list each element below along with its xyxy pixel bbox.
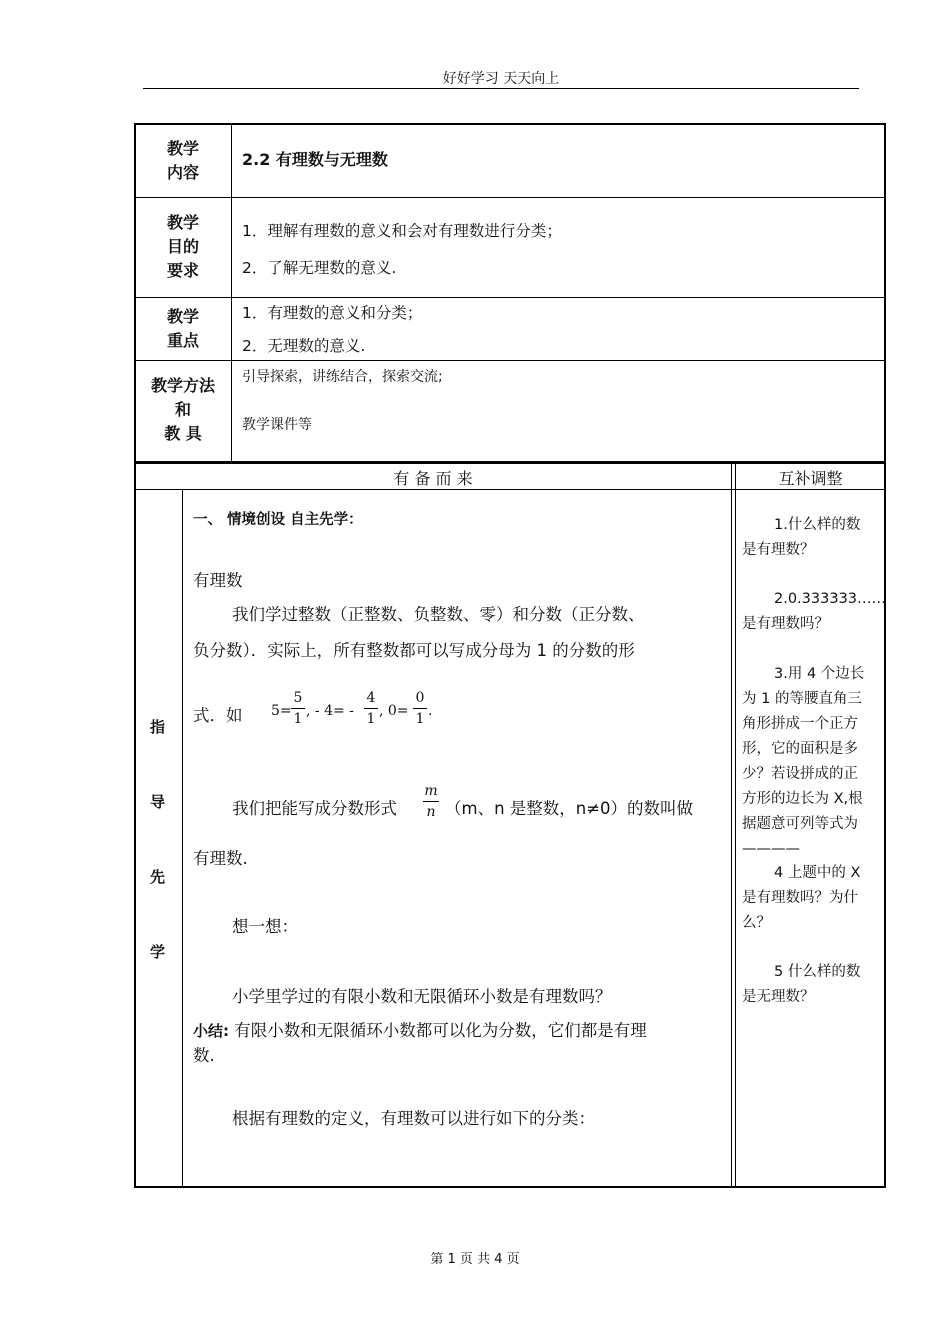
fraction-numerator: 5 — [293, 690, 303, 706]
formula-text: , 0= — [379, 703, 409, 719]
definition-prefix: 我们把能写成分数形式 — [232, 799, 397, 818]
goals-label: 教学 目的 要求 — [166, 213, 199, 280]
side-note-4: 4 上题中的 X 是有理数吗？为什 么？ — [742, 865, 861, 931]
fraction-bar — [364, 708, 378, 709]
label-column-divider — [182, 490, 183, 1187]
vertical-label-char: 学 — [150, 943, 166, 961]
key-point-item: 2．无理数的意义. — [242, 337, 366, 355]
side-note-1: 1.什么样的数 是有理数？ — [742, 517, 861, 558]
fraction-numerator: 4 — [366, 690, 376, 706]
paragraph-line: 我们学过整数（正整数、负整数、零）和分数（正分数、 — [232, 605, 645, 624]
vertical-label-char: 指 — [150, 718, 166, 736]
fraction-denominator: 1 — [293, 711, 303, 727]
goal-item: 1．理解有理数的意义和会对有理数进行分类； — [242, 222, 562, 240]
goal-item: 2．了解无理数的意义. — [242, 259, 397, 277]
summary-line: 数. — [193, 1046, 215, 1065]
question: 小学里学过的有限小数和无限循环小数是有理数吗？ — [232, 987, 612, 1006]
methods-label: 教学方法 和 教 具 — [150, 376, 215, 443]
section-title: 一、 情境创设 自主先学： — [193, 512, 363, 528]
summary-line — [193, 1017, 647, 1041]
fraction-numerator: 0 — [415, 690, 425, 706]
side-note-2: 2.0.333333…… 是有理数吗？ — [742, 591, 887, 632]
paragraph-line: 负分数）．实际上，所有整数都可以写成分母为 1 的分数的形 — [193, 641, 635, 660]
fraction-bar — [413, 708, 427, 709]
main-column-header: 有 备 而 来 — [393, 469, 473, 488]
classification-intro: 根据有理数的定义，有理数可以进行如下的分类： — [232, 1109, 595, 1128]
method-item: 引导探索，讲练结合，探索交流; — [242, 369, 443, 385]
tools-item: 教学课件等 — [242, 417, 312, 433]
think-heading: 想一想： — [232, 917, 298, 936]
fraction-numerator: m — [424, 783, 438, 799]
fraction-bar — [423, 801, 439, 802]
header-rule — [143, 88, 859, 89]
definition-fraction — [423, 783, 439, 820]
fraction — [413, 690, 427, 727]
example-prefix: 式．如 — [193, 706, 243, 725]
definition-suffix: （m、n 是整数，n≠0）的数叫做 — [445, 799, 694, 818]
definition-line: 有理数. — [193, 849, 248, 868]
summary-label: 小结: — [193, 1022, 229, 1040]
formula-text: 5= — [271, 703, 292, 719]
key-points-label: 教学 重点 — [166, 307, 199, 350]
row-rule — [135, 360, 885, 361]
side-note-5: 5 什么样的数 是无理数？ — [742, 964, 861, 1005]
row-rule — [135, 297, 885, 298]
key-point-item: 1．有理数的意义和分类； — [242, 304, 423, 322]
fraction — [291, 690, 305, 727]
formula-text: , - 4= - — [306, 703, 354, 719]
fraction-denominator: 1 — [415, 711, 425, 727]
fraction-denominator: n — [426, 804, 436, 820]
subtitle: 有理数 — [193, 571, 243, 590]
column-divider — [735, 463, 736, 1187]
page-header: 好好学习 天天向上 — [442, 71, 560, 87]
top-table-divider — [231, 124, 232, 462]
top-table-border — [134, 123, 886, 463]
summary-text: 有限小数和无限循环小数都可以化为分数，它们都是有理 — [229, 1021, 647, 1040]
column-divider — [731, 463, 732, 1187]
fraction-denominator: 1 — [366, 711, 376, 727]
lesson-title: 2.2 有理数与无理数 — [242, 150, 388, 169]
side-column-header: 互补调整 — [778, 469, 843, 488]
formula-text: . — [428, 703, 433, 719]
side-note-3: 3.用 4 个边长 为 1 的等腰直角三 角形拼成一个正方 形，它的面积是多 少？若设拼成的正 方形的边长为 X,根 据题意可列等式为 ———— — [742, 666, 865, 857]
fraction-bar — [291, 708, 305, 709]
vertical-label-char: 导 — [150, 793, 166, 811]
page-footer: 第 1 页 共 4 页 — [430, 1252, 520, 1267]
content-label: 教学 内容 — [166, 139, 199, 182]
fraction — [364, 690, 378, 727]
vertical-label-char: 先 — [150, 868, 166, 886]
row-rule — [135, 197, 885, 198]
header-row-rule — [135, 489, 885, 490]
